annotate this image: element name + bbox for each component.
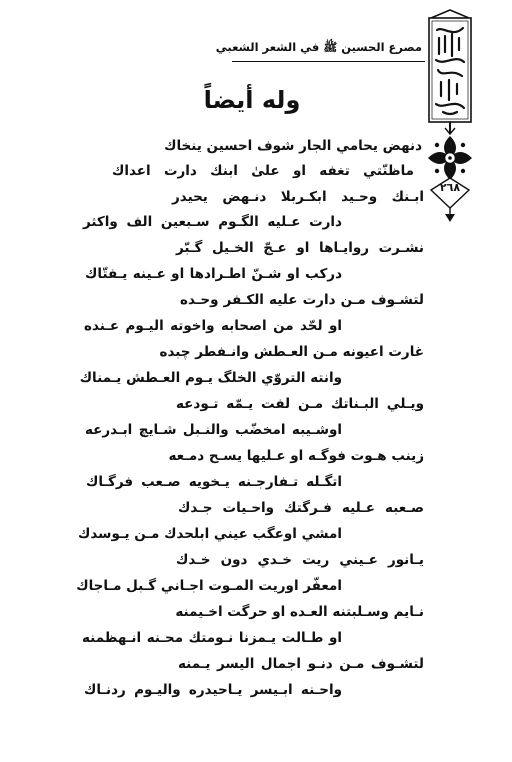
poem-line: اوشـيبه امخضّب والنـبل شـايچ ابـدرعه [85,422,342,438]
poem-line: دنهض يحامي الجار شوف احسين ينخاك [164,138,422,154]
poem-line: لتشـوف مـن دنـو اجمال اليسر يـمنه [178,656,424,672]
poem-line: او لحّد من اصحابه واخوته اليـوم عـنده [84,318,342,334]
poem-line: ابـنك وحـيد ابكـربلا دنـهض يحيدر [172,189,424,205]
poem-line: وانته التروّي الخلگ يـوم العـطش يـمناك [79,370,342,386]
poem-line: امعفّر اوريت المـوت اجـاني گـبل مـاجاك [76,578,342,594]
page-number: ٢٦٨ [439,181,461,194]
poem-line: صـعبه عـليه فـرگتك واحـيات جـدك [178,500,424,516]
poem-line: دارت عـليه الگـوم سـبعين الف واكثر [83,214,342,230]
poem-line: زينب هـوت فوگـه او عـليها يسـح دمـعه [168,448,424,464]
running-header: مصرع الحسين ﷺ في الشعر الشعبي [215,40,422,54]
poem-line: او طـالت يـمزنا نـومتك محـنه انـهظمنه [82,630,342,646]
poem-line: اتگـله تـفارجـنه يـخويه صـعب فرگـاك [86,474,342,490]
poem-line: لتشـوف مـن دارت عليه الكـفر وحـده [180,292,424,308]
header-rule [232,61,425,62]
poem-line: ويـلي البـناتك مـن لفت يـمّه تـودعه [176,396,424,412]
poem-line: ماظنّتي تغفه او علىٰ ابنك دارت اعداك [112,163,414,179]
section-title: وله أيضاً [203,86,301,114]
poem-line: دركب او شـنّ اطـرادها او عـينه يـفتّاك [85,266,342,282]
poem-line: نـايم وسـلبتنه العـده او حرگت اخـيمنه [175,604,424,620]
poem-line: يـانور عـيني ريت خـدي دون خـدك [176,552,424,568]
poem-line: نشـرت روايـاها او عـجّ الخـيل گـبّر [176,240,424,256]
poem-line: غارت اعيونه مـن العـطش وانـفطر چبده [159,344,424,360]
poem-line: امشي اوعگب عيني ابلحدك مـن يـوسدك [78,526,342,542]
poem-line: واحـنه ابـيسر يـاحيدره واليـوم ردنـاك [84,682,342,698]
